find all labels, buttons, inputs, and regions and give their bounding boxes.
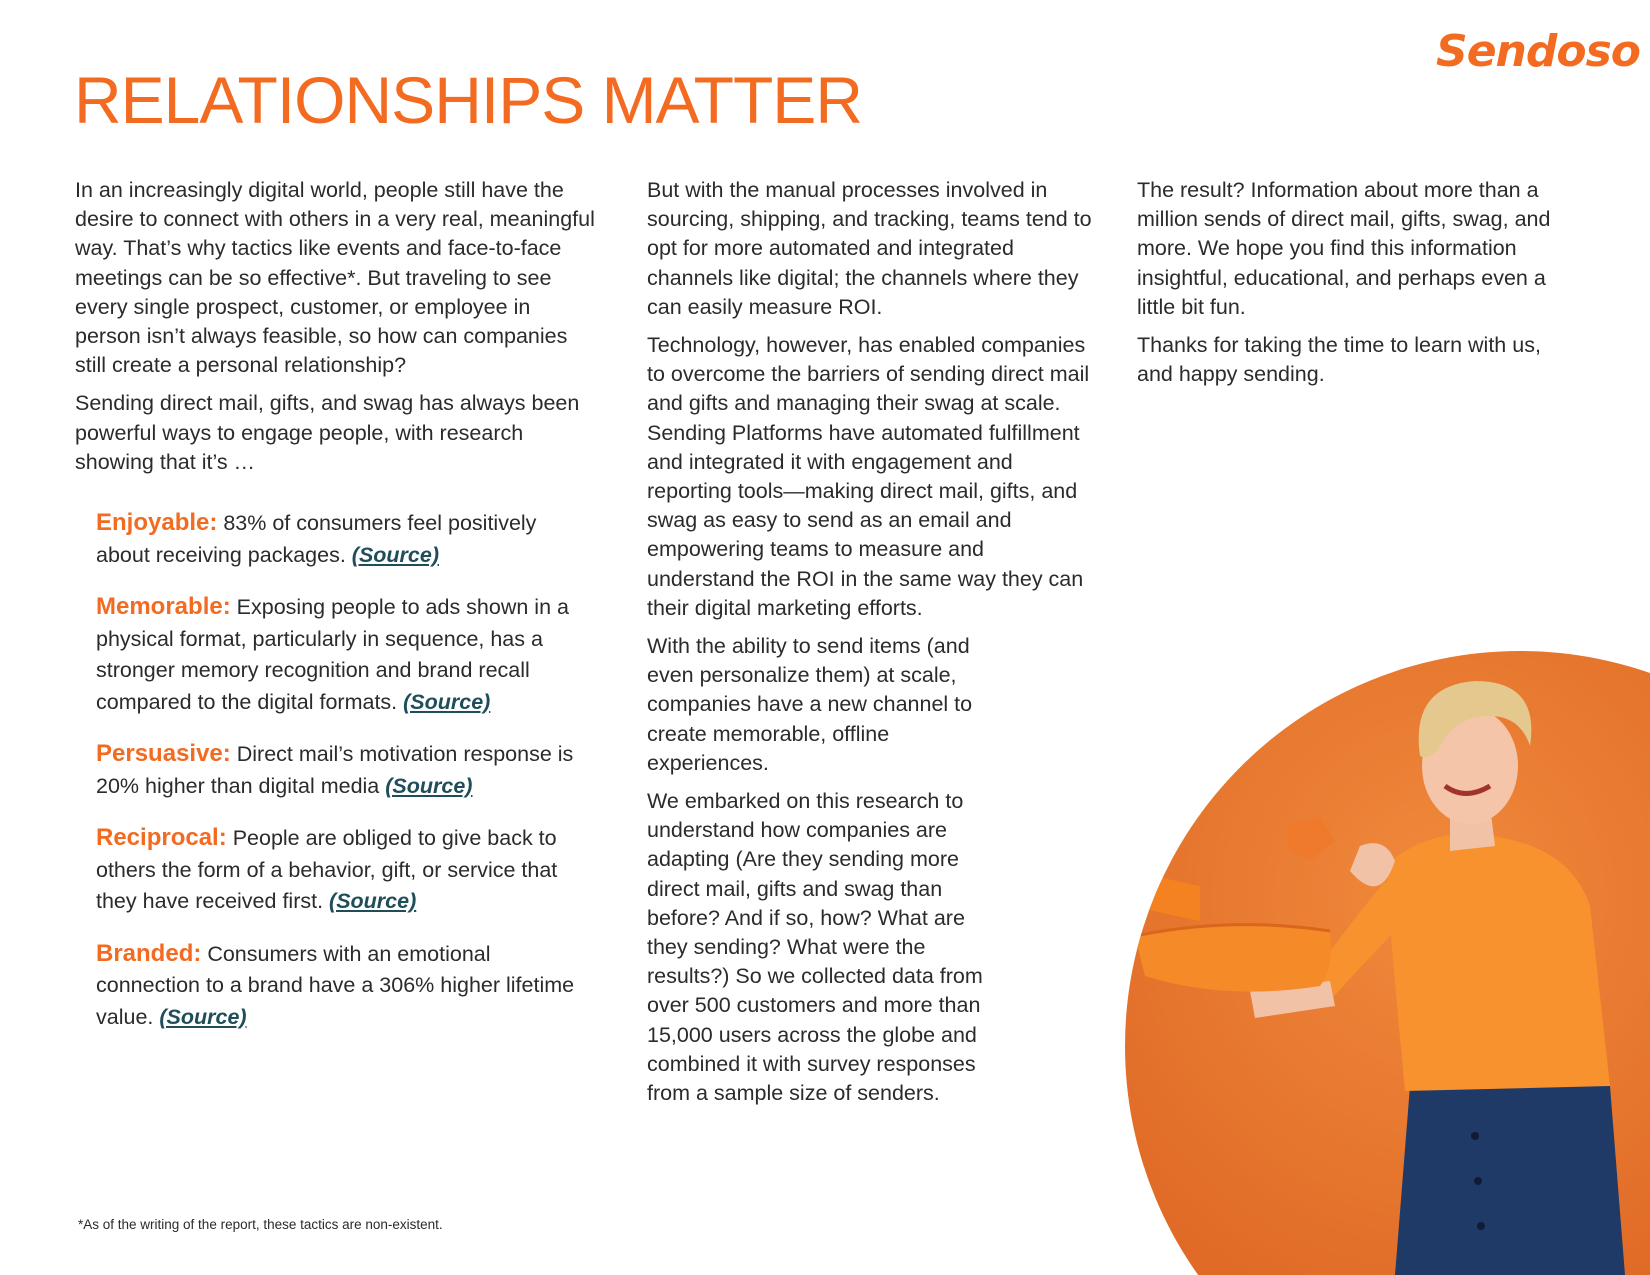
source-link[interactable]: (Source) <box>403 689 491 714</box>
benefit-item-memorable <box>96 591 596 718</box>
body-paragraph: The result? Information about more than a million sends of direct mail, gifts, swag, and more. We hope you find this information insightful, educational, and perhaps even a little bit fun. <box>1137 178 1551 319</box>
body-paragraph: With the ability to send items (and even personalize them) at scale, companies have a new channel to create memorable, offline experiences. <box>647 634 973 775</box>
source-link[interactable]: (Source) <box>351 542 439 567</box>
footnote: *As of the writing of the report, these tactics are non-existent. <box>78 1217 443 1232</box>
benefit-text: People are obliged to give back to others the form of a behavior, gift, or service that they have received first. <box>96 826 558 914</box>
benefit-item-persuasive <box>96 738 596 802</box>
sendoso-logo: Sendoso <box>1436 26 1640 77</box>
body-paragraph: Thanks for taking the time to learn with us, and happy sending. <box>1137 333 1541 387</box>
column-right <box>1137 176 1567 398</box>
benefit-term: Reciprocal: <box>96 824 227 852</box>
body-paragraph: But with the manual processes involved in sourcing, shipping, and tracking, teams tend to opt for more automated and integrated channels like digital; the channels where they can easily measure ROI. <box>647 178 1092 319</box>
body-paragraph: We embarked on this research to understand how companies are adapting (Are they sending more direct mail, gifts and swag than before? And if so, how? What are they sending? What were the results?) So we collected data from over 500 customers and more than 15,000 users across the globe and combined it with survey responses from a sample size of senders. <box>647 789 983 1106</box>
intro-paragraph: In an increasingly digital world, people still have the desire to connect with others in a very real, meaningful way. That’s why tactics like events and face-to-face meetings can be so effective*. But traveling to see every single prospect, customer, or employee in person isn’t always feasible, so how can companies still create a personal relationship? <box>75 178 595 378</box>
body-paragraph: Technology, however, has enabled companies to overcome the barriers of sending direct mail and gifts and managing their swag at scale. Sending Platforms have automated fulfillment and integrated it with engagement and reporting tools—making direct mail, gifts, and swag as easy to send as an email and empowering teams to measure and understand the ROI in the same way they can their digital marketing efforts. <box>647 333 1090 620</box>
intro-paragraph: Sending direct mail, gifts, and swag has always been powerful ways to engage people, with research showing that it’s … <box>75 391 580 474</box>
benefit-item-branded <box>96 938 596 1034</box>
benefit-term: Persuasive: <box>96 740 231 768</box>
benefit-text: Exposing people to ads shown in a physical format, particularly in sequence, has a stronger memory recognition and brand recall compared to the digital formats. <box>96 595 569 714</box>
benefit-term: Branded: <box>96 939 202 967</box>
woman-opening-gift-photo <box>1050 646 1650 1275</box>
benefit-text: Consumers with an emotional connection to a brand have a 306% higher lifetime value. <box>96 941 575 1029</box>
source-link[interactable]: (Source) <box>159 1004 247 1029</box>
page-title: RELATIONSHIPS MATTER <box>74 63 862 137</box>
benefit-text: 83% of consumers feel positively about receiving packages. <box>96 511 537 567</box>
benefit-item-reciprocal <box>96 822 596 918</box>
benefit-text: Direct mail’s motivation response is 20% higher than digital media <box>96 742 574 798</box>
source-link[interactable]: (Source) <box>329 889 417 914</box>
column-intro <box>75 176 595 1053</box>
column-middle <box>647 176 1097 1117</box>
benefit-term: Memorable: <box>96 593 231 621</box>
benefit-term: Enjoyable: <box>96 509 218 537</box>
source-link[interactable]: (Source) <box>385 773 473 798</box>
benefit-item-enjoyable <box>96 507 596 571</box>
benefits-list <box>96 507 596 1033</box>
